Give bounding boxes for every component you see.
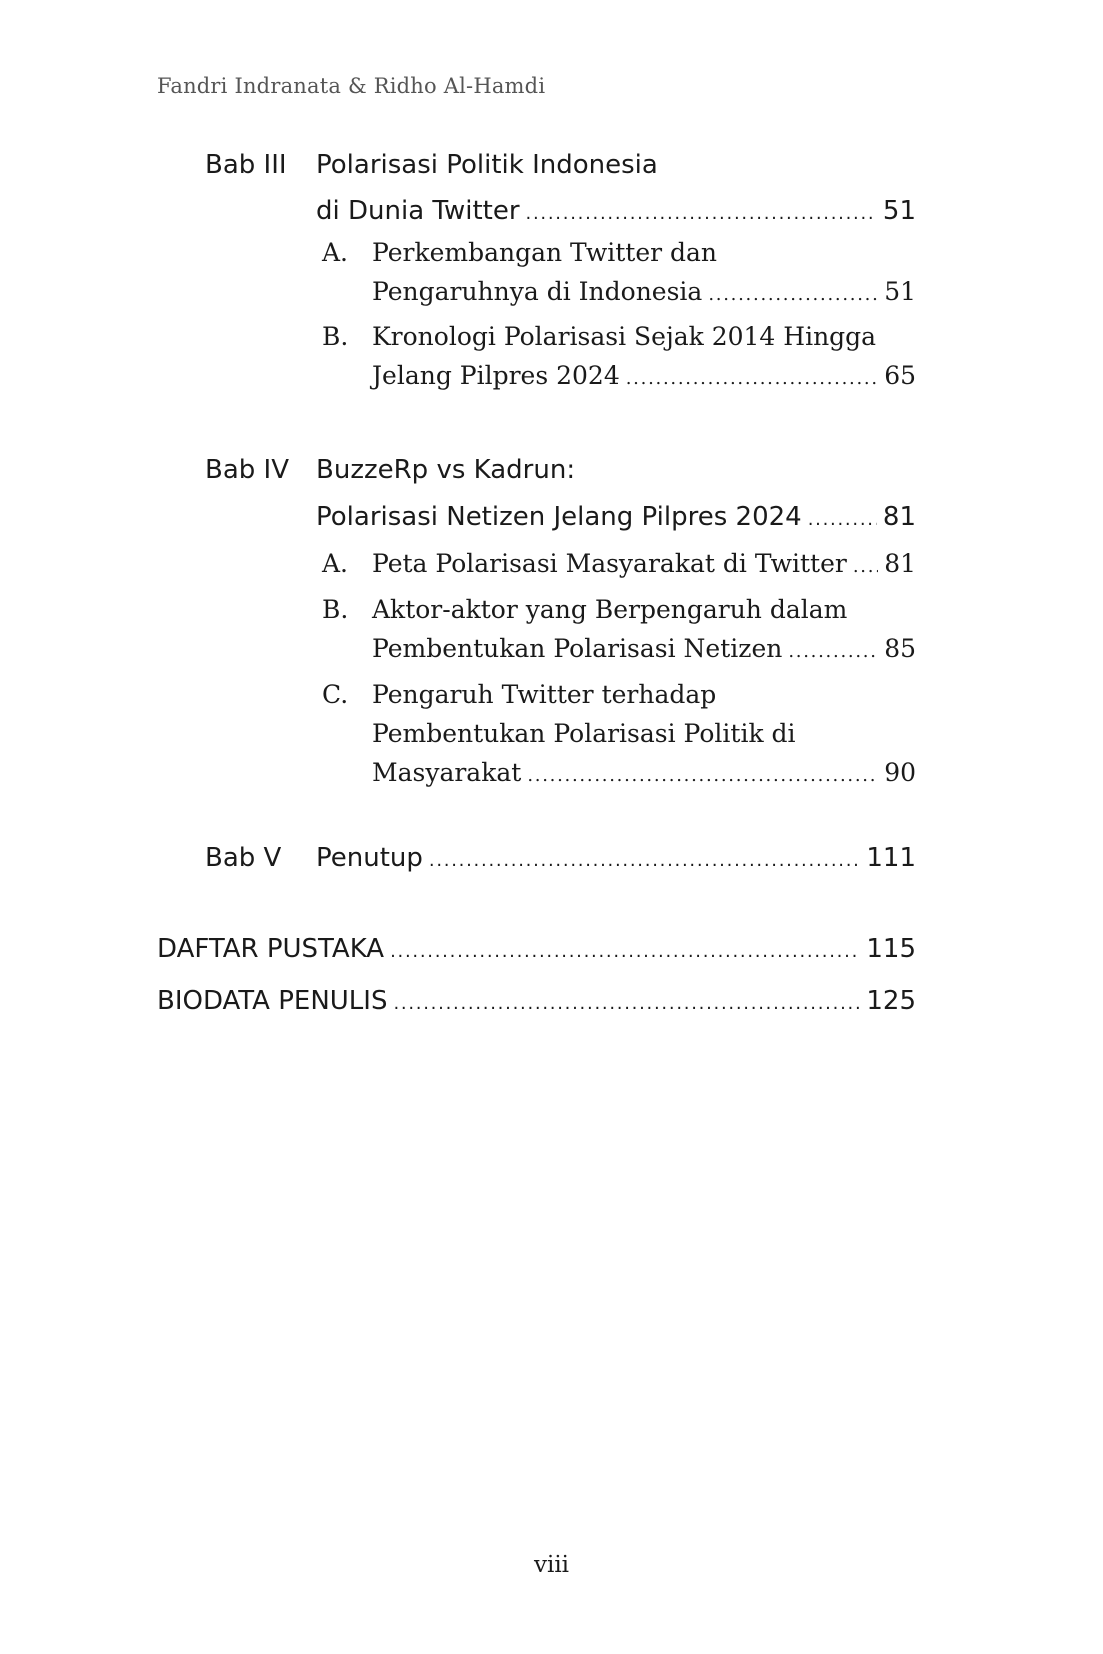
- section-title-line: [372, 714, 796, 753]
- dot-leader: [390, 926, 860, 975]
- page-number: 81: [882, 502, 916, 532]
- section-letter: C.: [322, 680, 349, 709]
- back-matter-title: BIODATA PENULIS: [157, 986, 388, 1016]
- page-footer-number: viii: [533, 1552, 570, 1578]
- chapter-label: Bab III: [205, 150, 287, 180]
- dot-leader: [788, 629, 878, 671]
- page-number: 125: [866, 986, 916, 1016]
- section-letter: A.: [322, 549, 349, 578]
- chapter-title-text: Polarisasi Politik Indonesia: [316, 150, 658, 180]
- page-number: 111: [866, 843, 916, 873]
- page-number: 90: [884, 758, 916, 787]
- section-entry[interactable]: [372, 629, 916, 671]
- dot-leader: [853, 544, 878, 586]
- section-entry[interactable]: [372, 753, 916, 795]
- dot-leader: [626, 356, 878, 398]
- section-title-line: [372, 675, 716, 714]
- toc-entry-daftar-pustaka[interactable]: [157, 926, 916, 975]
- section-title-text: Pengaruhnya di Indonesia: [372, 277, 703, 306]
- chapter-title-entry[interactable]: [316, 494, 916, 543]
- chapter-title-entry[interactable]: [316, 835, 916, 884]
- section-entry[interactable]: [372, 356, 916, 398]
- section-title-text: Aktor-aktor yang Berpengaruh dalam: [372, 595, 848, 624]
- section-letter: B.: [322, 322, 349, 351]
- section-entry[interactable]: [372, 272, 916, 314]
- section-title-text: Perkembangan Twitter dan: [372, 238, 718, 267]
- section-title-text: Masyarakat: [372, 758, 522, 787]
- section-title-text: Peta Polarisasi Masyarakat di Twitter: [372, 549, 847, 578]
- page-number: 51: [882, 196, 916, 226]
- section-title-text: Pembentukan Polarisasi Netizen: [372, 634, 783, 663]
- chapter-title-text: BuzzeRp vs Kadrun:: [316, 455, 576, 485]
- chapter-title-text: Polarisasi Netizen Jelang Pilpres 2024: [316, 502, 802, 532]
- chapter-title-line: [316, 142, 658, 188]
- section-title-text: Pengaruh Twitter terhadap: [372, 680, 717, 709]
- section-title-line: [372, 590, 847, 629]
- section-title-text: Jelang Pilpres 2024: [372, 361, 620, 390]
- dot-leader: [393, 978, 860, 1027]
- page-number: 65: [884, 361, 916, 390]
- chapter-title-text: Penutup: [316, 843, 423, 873]
- dot-leader: [526, 188, 877, 237]
- section-title-text: Pembentukan Polarisasi Politik di: [372, 719, 796, 748]
- page-number: 115: [866, 934, 916, 964]
- section-entry[interactable]: [372, 544, 916, 586]
- section-letter: B.: [322, 595, 349, 624]
- section-letter: A.: [322, 238, 349, 267]
- dot-leader: [527, 753, 878, 795]
- dot-leader: [708, 272, 878, 314]
- running-header: Fandri Indranata & Ridho Al-Hamdi: [157, 74, 546, 98]
- section-title-line: [372, 317, 876, 356]
- chapter-title-text: di Dunia Twitter: [316, 196, 520, 226]
- chapter-title-entry[interactable]: [316, 188, 916, 237]
- chapter-title-line: [316, 447, 575, 493]
- chapter-label: Bab IV: [205, 455, 289, 485]
- page-number: 85: [884, 634, 916, 663]
- back-matter-title: DAFTAR PUSTAKA: [157, 934, 385, 964]
- chapter-label: Bab V: [205, 843, 282, 873]
- toc-entry-biodata-penulis[interactable]: [157, 978, 916, 1027]
- dot-leader: [429, 835, 860, 884]
- dot-leader: [808, 494, 877, 543]
- section-title-line: [372, 233, 717, 272]
- page-number: 81: [884, 549, 916, 578]
- section-title-text: Kronologi Polarisasi Sejak 2014 Hingga: [372, 322, 877, 351]
- page-number: 51: [884, 277, 916, 306]
